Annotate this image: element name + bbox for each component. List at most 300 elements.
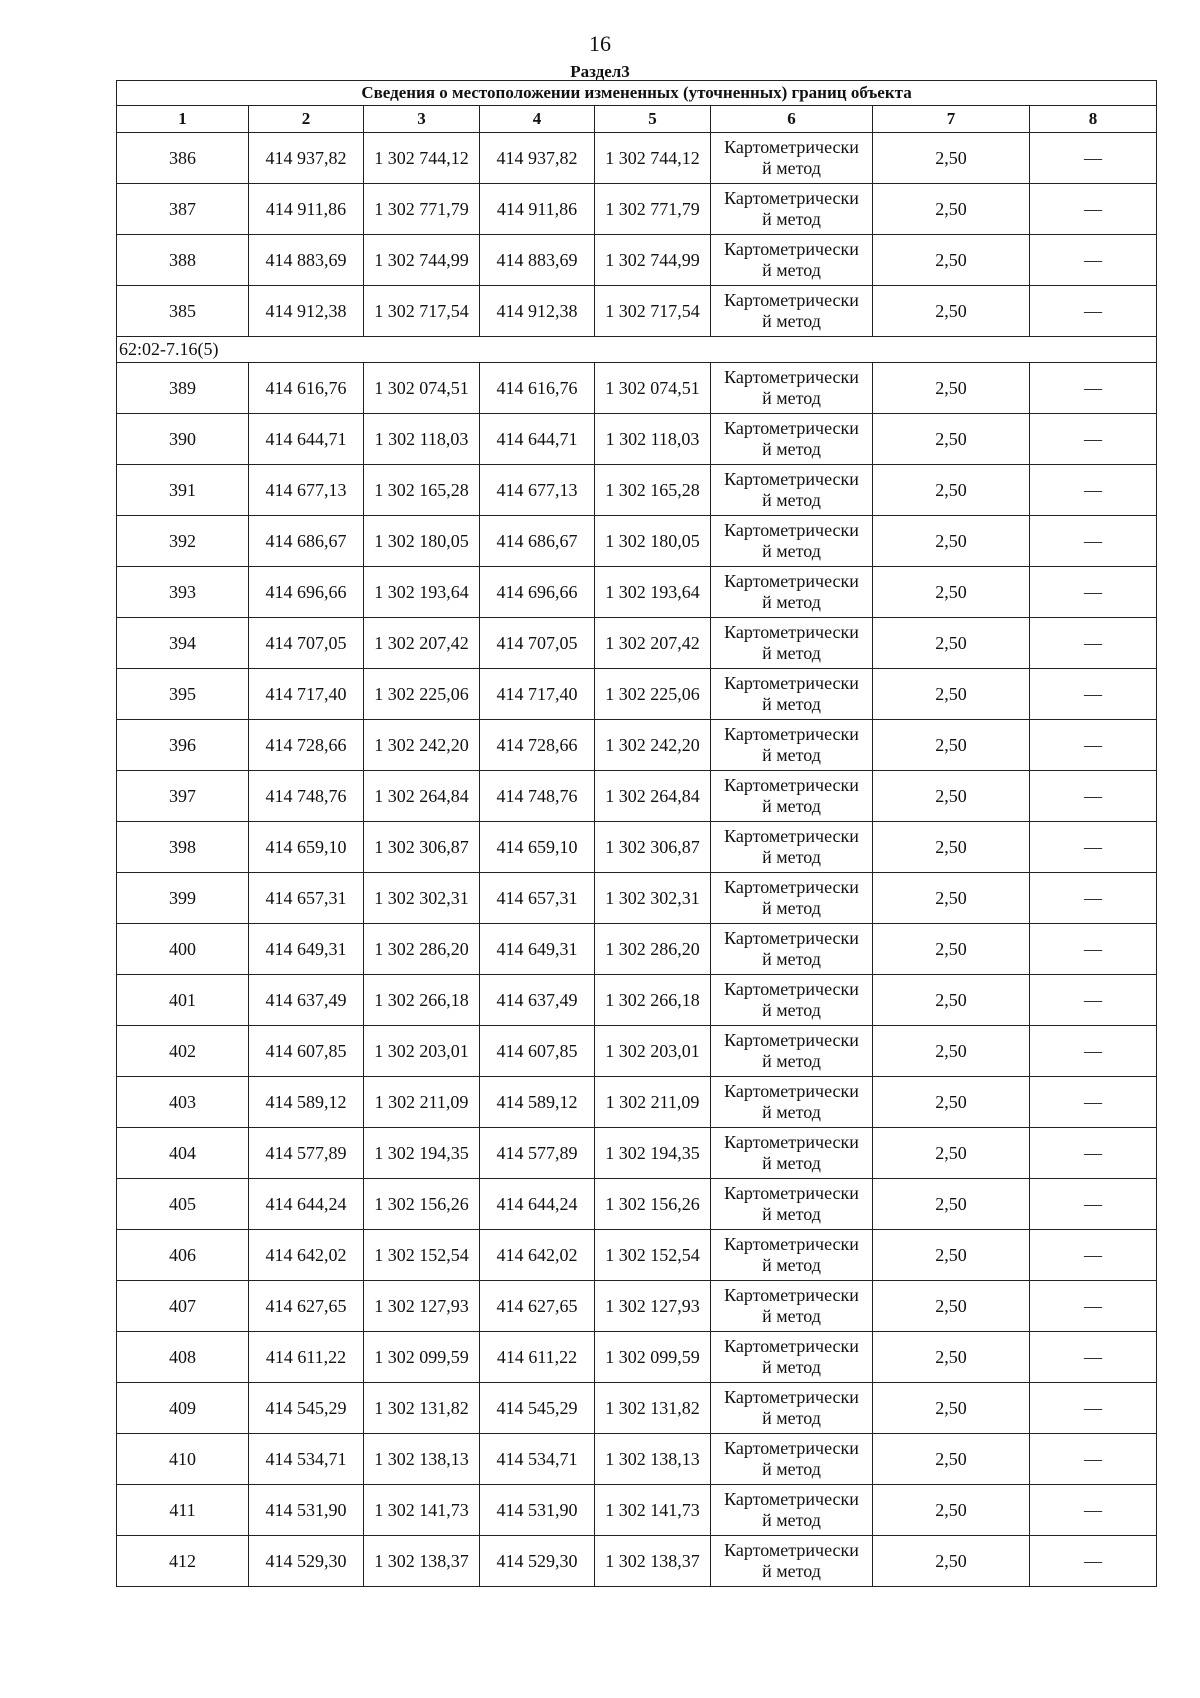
accuracy-cell: 2,50 (873, 414, 1030, 465)
table-row (117, 1332, 1157, 1383)
table-row (117, 1128, 1157, 1179)
y-coordinate-cell: 1 302 717,54 (364, 286, 480, 337)
point-number-cell: 400 (117, 924, 249, 975)
method-line-1: Картометрически (724, 1438, 859, 1458)
method-line-1: Картометрически (724, 673, 859, 693)
table-row (117, 1383, 1157, 1434)
accuracy-cell: 2,50 (873, 1230, 1030, 1281)
group-label: 62:02-7.16(5) (117, 337, 1157, 363)
x-coordinate-cell: 414 649,31 (480, 924, 595, 975)
method-line-2: й метод (762, 1510, 821, 1530)
x-coordinate-cell: 414 911,86 (480, 184, 595, 235)
table-row (117, 1485, 1157, 1536)
method-line-2: й метод (762, 1102, 821, 1122)
x-coordinate-cell: 414 717,40 (249, 669, 364, 720)
method-cell (711, 1281, 873, 1332)
accuracy-cell: 2,50 (873, 720, 1030, 771)
x-coordinate-cell: 414 577,89 (480, 1128, 595, 1179)
y-coordinate-cell: 1 302 744,12 (364, 133, 480, 184)
point-number-cell: 399 (117, 873, 249, 924)
x-coordinate-cell: 414 545,29 (249, 1383, 364, 1434)
column-header: 7 (873, 106, 1030, 133)
x-coordinate-cell: 414 627,65 (480, 1281, 595, 1332)
point-number-cell: 396 (117, 720, 249, 771)
method-cell (711, 414, 873, 465)
y-coordinate-cell: 1 302 744,99 (595, 235, 711, 286)
x-coordinate-cell: 414 883,69 (249, 235, 364, 286)
y-coordinate-cell: 1 302 152,54 (364, 1230, 480, 1281)
method-line-1: Картометрически (724, 1081, 859, 1101)
method-cell (711, 771, 873, 822)
x-coordinate-cell: 414 649,31 (249, 924, 364, 975)
y-coordinate-cell: 1 302 099,59 (364, 1332, 480, 1383)
description-cell: — (1030, 924, 1157, 975)
y-coordinate-cell: 1 302 194,35 (595, 1128, 711, 1179)
method-cell (711, 1128, 873, 1179)
y-coordinate-cell: 1 302 286,20 (364, 924, 480, 975)
method-line-1: Картометрически (724, 1387, 859, 1407)
x-coordinate-cell: 414 644,71 (249, 414, 364, 465)
point-number-cell: 401 (117, 975, 249, 1026)
description-cell: — (1030, 567, 1157, 618)
point-number-cell: 389 (117, 363, 249, 414)
method-cell (711, 975, 873, 1026)
description-cell: — (1030, 1434, 1157, 1485)
description-cell: — (1030, 1536, 1157, 1587)
table-row (117, 873, 1157, 924)
x-coordinate-cell: 414 611,22 (249, 1332, 364, 1383)
y-coordinate-cell: 1 302 127,93 (595, 1281, 711, 1332)
x-coordinate-cell: 414 589,12 (480, 1077, 595, 1128)
x-coordinate-cell: 414 686,67 (249, 516, 364, 567)
column-header: 1 (117, 106, 249, 133)
x-coordinate-cell: 414 607,85 (480, 1026, 595, 1077)
x-coordinate-cell: 414 534,71 (480, 1434, 595, 1485)
method-cell (711, 1383, 873, 1434)
y-coordinate-cell: 1 302 165,28 (364, 465, 480, 516)
method-line-2: й метод (762, 490, 821, 510)
table-row (117, 235, 1157, 286)
x-coordinate-cell: 414 616,76 (480, 363, 595, 414)
description-cell: — (1030, 465, 1157, 516)
method-line-1: Картометрически (724, 1489, 859, 1509)
x-coordinate-cell: 414 644,71 (480, 414, 595, 465)
method-cell (711, 363, 873, 414)
y-coordinate-cell: 1 302 193,64 (595, 567, 711, 618)
y-coordinate-cell: 1 302 225,06 (364, 669, 480, 720)
description-cell: — (1030, 975, 1157, 1026)
x-coordinate-cell: 414 728,66 (480, 720, 595, 771)
point-number-cell: 404 (117, 1128, 249, 1179)
y-coordinate-cell: 1 302 286,20 (595, 924, 711, 975)
accuracy-cell: 2,50 (873, 1026, 1030, 1077)
method-line-2: й метод (762, 643, 821, 663)
y-coordinate-cell: 1 302 131,82 (364, 1383, 480, 1434)
y-coordinate-cell: 1 302 203,01 (364, 1026, 480, 1077)
method-line-1: Картометрически (724, 239, 859, 259)
point-number-cell: 390 (117, 414, 249, 465)
method-cell (711, 1332, 873, 1383)
point-number-cell: 408 (117, 1332, 249, 1383)
point-number-cell: 403 (117, 1077, 249, 1128)
table-body-second-group (117, 363, 1157, 1587)
accuracy-cell: 2,50 (873, 1434, 1030, 1485)
point-number-cell: 405 (117, 1179, 249, 1230)
description-cell: — (1030, 363, 1157, 414)
y-coordinate-cell: 1 302 138,13 (364, 1434, 480, 1485)
page-number: 16 (589, 31, 611, 56)
y-coordinate-cell: 1 302 118,03 (364, 414, 480, 465)
point-number-cell: 402 (117, 1026, 249, 1077)
method-line-2: й метод (762, 388, 821, 408)
y-coordinate-cell: 1 302 074,51 (595, 363, 711, 414)
description-cell: — (1030, 184, 1157, 235)
table-row (117, 720, 1157, 771)
table-row (117, 771, 1157, 822)
method-line-1: Картометрически (724, 1030, 859, 1050)
x-coordinate-cell: 414 728,66 (249, 720, 364, 771)
x-coordinate-cell: 414 912,38 (480, 286, 595, 337)
method-cell (711, 516, 873, 567)
y-coordinate-cell: 1 302 225,06 (595, 669, 711, 720)
column-header: 6 (711, 106, 873, 133)
method-line-2: й метод (762, 541, 821, 561)
accuracy-cell: 2,50 (873, 771, 1030, 822)
x-coordinate-cell: 414 707,05 (249, 618, 364, 669)
x-coordinate-cell: 414 696,66 (249, 567, 364, 618)
accuracy-cell: 2,50 (873, 465, 1030, 516)
method-line-2: й метод (762, 745, 821, 765)
accuracy-cell: 2,50 (873, 924, 1030, 975)
description-cell: — (1030, 133, 1157, 184)
table-row (117, 414, 1157, 465)
table-row (117, 1179, 1157, 1230)
table-row (117, 975, 1157, 1026)
y-coordinate-cell: 1 302 193,64 (364, 567, 480, 618)
point-number-cell: 386 (117, 133, 249, 184)
table-body-first-group (117, 133, 1157, 337)
method-line-1: Картометрически (724, 622, 859, 642)
method-cell (711, 822, 873, 873)
section-title: Раздел3 (570, 62, 630, 81)
y-coordinate-cell: 1 302 127,93 (364, 1281, 480, 1332)
x-coordinate-cell: 414 616,76 (249, 363, 364, 414)
x-coordinate-cell: 414 529,30 (480, 1536, 595, 1587)
point-number-cell: 388 (117, 235, 249, 286)
method-line-2: й метод (762, 1153, 821, 1173)
x-coordinate-cell: 414 911,86 (249, 184, 364, 235)
method-line-1: Картометрически (724, 469, 859, 489)
x-coordinate-cell: 414 531,90 (480, 1485, 595, 1536)
point-number-cell: 394 (117, 618, 249, 669)
point-number-cell: 406 (117, 1230, 249, 1281)
method-line-1: Картометрически (724, 1285, 859, 1305)
column-header: 2 (249, 106, 364, 133)
accuracy-cell: 2,50 (873, 567, 1030, 618)
description-cell: — (1030, 1128, 1157, 1179)
method-line-1: Картометрически (724, 1183, 859, 1203)
y-coordinate-cell: 1 302 302,31 (364, 873, 480, 924)
description-cell: — (1030, 1026, 1157, 1077)
y-coordinate-cell: 1 302 306,87 (364, 822, 480, 873)
method-line-2: й метод (762, 847, 821, 867)
accuracy-cell: 2,50 (873, 1332, 1030, 1383)
method-line-2: й метод (762, 1357, 821, 1377)
table-row (117, 924, 1157, 975)
x-coordinate-cell: 414 707,05 (480, 618, 595, 669)
y-coordinate-cell: 1 302 264,84 (364, 771, 480, 822)
accuracy-cell: 2,50 (873, 1128, 1030, 1179)
method-cell (711, 1179, 873, 1230)
table-row (117, 567, 1157, 618)
description-cell: — (1030, 822, 1157, 873)
method-cell (711, 1434, 873, 1485)
description-cell: — (1030, 1179, 1157, 1230)
accuracy-cell: 2,50 (873, 235, 1030, 286)
method-line-2: й метод (762, 1408, 821, 1428)
x-coordinate-cell: 414 642,02 (480, 1230, 595, 1281)
x-coordinate-cell: 414 696,66 (480, 567, 595, 618)
method-cell (711, 924, 873, 975)
point-number-cell: 398 (117, 822, 249, 873)
description-cell: — (1030, 516, 1157, 567)
method-line-2: й метод (762, 439, 821, 459)
method-line-1: Картометрически (724, 188, 859, 208)
method-line-2: й метод (762, 898, 821, 918)
x-coordinate-cell: 414 912,38 (249, 286, 364, 337)
method-line-1: Картометрически (724, 1132, 859, 1152)
y-coordinate-cell: 1 302 156,26 (364, 1179, 480, 1230)
method-line-1: Картометрически (724, 979, 859, 999)
x-coordinate-cell: 414 637,49 (249, 975, 364, 1026)
y-coordinate-cell: 1 302 180,05 (364, 516, 480, 567)
x-coordinate-cell: 414 748,76 (249, 771, 364, 822)
method-line-1: Картометрически (724, 1540, 859, 1560)
x-coordinate-cell: 414 883,69 (480, 235, 595, 286)
table-row (117, 1281, 1157, 1332)
x-coordinate-cell: 414 677,13 (249, 465, 364, 516)
method-line-1: Картометрически (724, 724, 859, 744)
method-line-1: Картометрически (724, 1234, 859, 1254)
method-cell (711, 618, 873, 669)
method-line-2: й метод (762, 694, 821, 714)
description-cell: — (1030, 873, 1157, 924)
y-coordinate-cell: 1 302 131,82 (595, 1383, 711, 1434)
point-number-cell: 407 (117, 1281, 249, 1332)
x-coordinate-cell: 414 627,65 (249, 1281, 364, 1332)
y-coordinate-cell: 1 302 211,09 (595, 1077, 711, 1128)
method-line-2: й метод (762, 1000, 821, 1020)
method-cell (711, 235, 873, 286)
accuracy-cell: 2,50 (873, 363, 1030, 414)
x-coordinate-cell: 414 748,76 (480, 771, 595, 822)
description-cell: — (1030, 1077, 1157, 1128)
description-cell: — (1030, 771, 1157, 822)
y-coordinate-cell: 1 302 302,31 (595, 873, 711, 924)
method-line-2: й метод (762, 158, 821, 178)
y-coordinate-cell: 1 302 074,51 (364, 363, 480, 414)
method-cell (711, 184, 873, 235)
x-coordinate-cell: 414 677,13 (480, 465, 595, 516)
coordinates-table (116, 80, 1157, 1587)
y-coordinate-cell: 1 302 207,42 (595, 618, 711, 669)
y-coordinate-cell: 1 302 744,99 (364, 235, 480, 286)
description-cell: — (1030, 286, 1157, 337)
accuracy-cell: 2,50 (873, 822, 1030, 873)
table-row (117, 1536, 1157, 1587)
method-line-2: й метод (762, 209, 821, 229)
method-line-1: Картометрически (724, 928, 859, 948)
column-numbers-row (117, 106, 1157, 133)
y-coordinate-cell: 1 302 141,73 (364, 1485, 480, 1536)
method-line-2: й метод (762, 1306, 821, 1326)
y-coordinate-cell: 1 302 165,28 (595, 465, 711, 516)
method-cell (711, 720, 873, 771)
y-coordinate-cell: 1 302 264,84 (595, 771, 711, 822)
x-coordinate-cell: 414 637,49 (480, 975, 595, 1026)
method-line-2: й метод (762, 949, 821, 969)
accuracy-cell: 2,50 (873, 1077, 1030, 1128)
method-line-2: й метод (762, 796, 821, 816)
point-number-cell: 392 (117, 516, 249, 567)
method-cell (711, 567, 873, 618)
method-cell (711, 1077, 873, 1128)
table-row (117, 1230, 1157, 1281)
method-cell (711, 133, 873, 184)
point-number-cell: 387 (117, 184, 249, 235)
description-cell: — (1030, 414, 1157, 465)
point-number-cell: 385 (117, 286, 249, 337)
method-line-2: й метод (762, 1051, 821, 1071)
x-coordinate-cell: 414 611,22 (480, 1332, 595, 1383)
accuracy-cell: 2,50 (873, 1383, 1030, 1434)
point-number-cell: 410 (117, 1434, 249, 1485)
x-coordinate-cell: 414 545,29 (480, 1383, 595, 1434)
x-coordinate-cell: 414 937,82 (249, 133, 364, 184)
method-line-1: Картометрически (724, 137, 859, 157)
y-coordinate-cell: 1 302 118,03 (595, 414, 711, 465)
method-cell (711, 1026, 873, 1077)
description-cell: — (1030, 1485, 1157, 1536)
y-coordinate-cell: 1 302 152,54 (595, 1230, 711, 1281)
x-coordinate-cell: 414 607,85 (249, 1026, 364, 1077)
y-coordinate-cell: 1 302 771,79 (364, 184, 480, 235)
x-coordinate-cell: 414 717,40 (480, 669, 595, 720)
point-number-cell: 397 (117, 771, 249, 822)
table-row (117, 669, 1157, 720)
column-header: 3 (364, 106, 480, 133)
y-coordinate-cell: 1 302 203,01 (595, 1026, 711, 1077)
method-cell (711, 1536, 873, 1587)
table-row (117, 1026, 1157, 1077)
accuracy-cell: 2,50 (873, 1179, 1030, 1230)
table-row (117, 286, 1157, 337)
table-row (117, 363, 1157, 414)
method-cell (711, 1485, 873, 1536)
method-line-1: Картометрически (724, 367, 859, 387)
description-cell: — (1030, 618, 1157, 669)
y-coordinate-cell: 1 302 717,54 (595, 286, 711, 337)
accuracy-cell: 2,50 (873, 1485, 1030, 1536)
method-line-2: й метод (762, 592, 821, 612)
column-header: 4 (480, 106, 595, 133)
description-cell: — (1030, 669, 1157, 720)
x-coordinate-cell: 414 529,30 (249, 1536, 364, 1587)
x-coordinate-cell: 414 644,24 (480, 1179, 595, 1230)
column-header: 8 (1030, 106, 1157, 133)
method-line-1: Картометрически (724, 877, 859, 897)
point-number-cell: 411 (117, 1485, 249, 1536)
y-coordinate-cell: 1 302 138,37 (364, 1536, 480, 1587)
x-coordinate-cell: 414 659,10 (480, 822, 595, 873)
method-line-2: й метод (762, 1255, 821, 1275)
y-coordinate-cell: 1 302 242,20 (364, 720, 480, 771)
y-coordinate-cell: 1 302 266,18 (364, 975, 480, 1026)
method-cell (711, 465, 873, 516)
y-coordinate-cell: 1 302 141,73 (595, 1485, 711, 1536)
description-cell: — (1030, 720, 1157, 771)
y-coordinate-cell: 1 302 211,09 (364, 1077, 480, 1128)
point-number-cell: 409 (117, 1383, 249, 1434)
table-row (117, 618, 1157, 669)
method-line-1: Картометрически (724, 826, 859, 846)
table-caption: Сведения о местоположении измененных (уточненных) границ объекта (117, 81, 1157, 106)
y-coordinate-cell: 1 302 138,13 (595, 1434, 711, 1485)
y-coordinate-cell: 1 302 194,35 (364, 1128, 480, 1179)
description-cell: — (1030, 1230, 1157, 1281)
table-caption-row (117, 81, 1157, 106)
method-line-2: й метод (762, 260, 821, 280)
method-line-1: Картометрически (724, 290, 859, 310)
x-coordinate-cell: 414 659,10 (249, 822, 364, 873)
method-line-1: Картометрически (724, 520, 859, 540)
method-line-2: й метод (762, 311, 821, 331)
x-coordinate-cell: 414 657,31 (480, 873, 595, 924)
table-row (117, 133, 1157, 184)
x-coordinate-cell: 414 644,24 (249, 1179, 364, 1230)
y-coordinate-cell: 1 302 156,26 (595, 1179, 711, 1230)
y-coordinate-cell: 1 302 099,59 (595, 1332, 711, 1383)
point-number-cell: 393 (117, 567, 249, 618)
table-row (117, 1077, 1157, 1128)
accuracy-cell: 2,50 (873, 669, 1030, 720)
description-cell: — (1030, 235, 1157, 286)
table-row (117, 516, 1157, 567)
y-coordinate-cell: 1 302 306,87 (595, 822, 711, 873)
method-cell (711, 669, 873, 720)
accuracy-cell: 2,50 (873, 1281, 1030, 1332)
x-coordinate-cell: 414 589,12 (249, 1077, 364, 1128)
table-body-group-label (117, 337, 1157, 363)
method-line-2: й метод (762, 1204, 821, 1224)
accuracy-cell: 2,50 (873, 516, 1030, 567)
method-line-1: Картометрически (724, 418, 859, 438)
group-row (117, 337, 1157, 363)
y-coordinate-cell: 1 302 180,05 (595, 516, 711, 567)
y-coordinate-cell: 1 302 242,20 (595, 720, 711, 771)
accuracy-cell: 2,50 (873, 133, 1030, 184)
accuracy-cell: 2,50 (873, 975, 1030, 1026)
y-coordinate-cell: 1 302 266,18 (595, 975, 711, 1026)
method-line-2: й метод (762, 1561, 821, 1581)
column-header: 5 (595, 106, 711, 133)
method-cell (711, 1230, 873, 1281)
accuracy-cell: 2,50 (873, 618, 1030, 669)
x-coordinate-cell: 414 534,71 (249, 1434, 364, 1485)
y-coordinate-cell: 1 302 138,37 (595, 1536, 711, 1587)
method-line-2: й метод (762, 1459, 821, 1479)
y-coordinate-cell: 1 302 771,79 (595, 184, 711, 235)
